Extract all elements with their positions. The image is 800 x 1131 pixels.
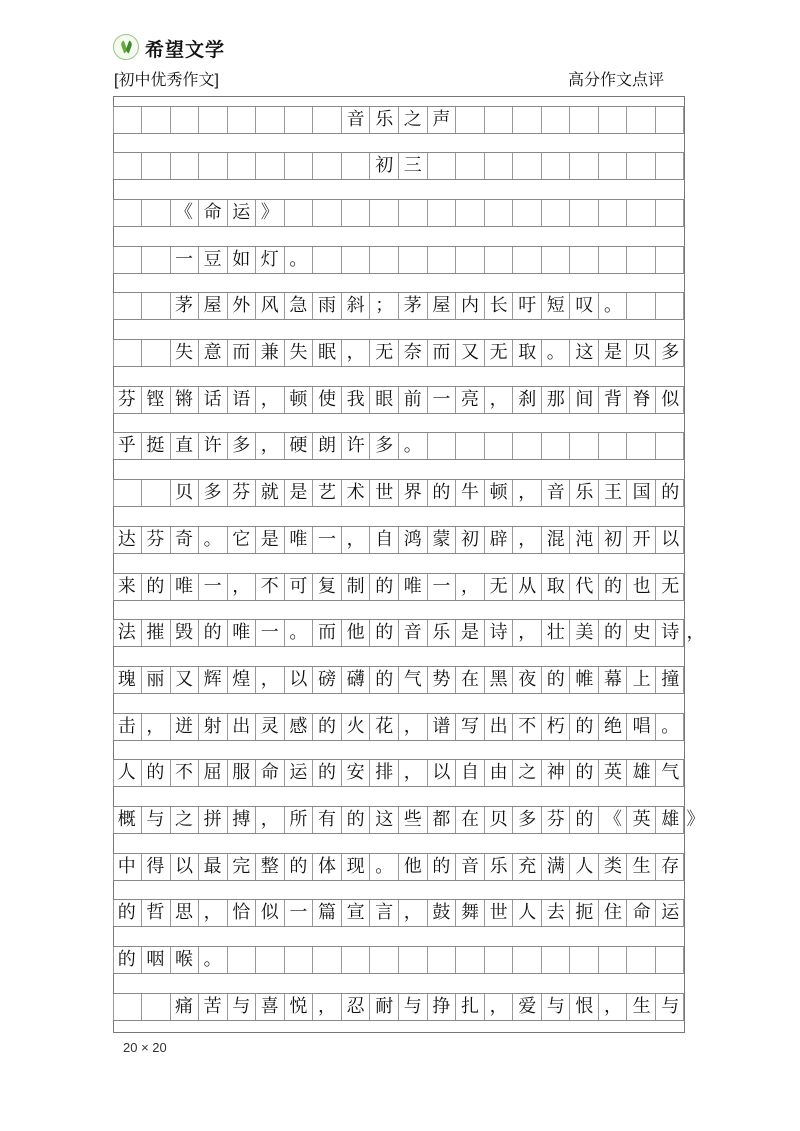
section-label: 高分作文点评 bbox=[567, 72, 664, 89]
grid-cell bbox=[341, 200, 370, 226]
grid-cell bbox=[113, 340, 142, 366]
grid-cell bbox=[255, 107, 284, 133]
grid-row bbox=[113, 292, 685, 320]
grid-row bbox=[113, 946, 685, 974]
row-text: 击，迸射出灵感的火花，谱写出不朽的绝唱。 bbox=[117, 715, 690, 737]
grid-cell bbox=[455, 153, 484, 179]
grid-cell bbox=[141, 293, 170, 319]
grid-cell bbox=[512, 433, 541, 459]
grid-cell bbox=[141, 200, 170, 226]
grid-cell bbox=[170, 107, 199, 133]
grid-row bbox=[113, 526, 690, 554]
grid-cell bbox=[455, 247, 484, 273]
grid-cell bbox=[113, 107, 142, 133]
grid-cell bbox=[255, 947, 284, 973]
grid-cell bbox=[512, 247, 541, 273]
grid-cell bbox=[284, 153, 313, 179]
grid-cell bbox=[541, 200, 570, 226]
grid-cell bbox=[113, 200, 142, 226]
grid-cell bbox=[484, 153, 513, 179]
grid-cell bbox=[141, 107, 170, 133]
grid-cell bbox=[398, 200, 427, 226]
grid-cell bbox=[312, 107, 341, 133]
grid-cell bbox=[341, 153, 370, 179]
row-text: 音乐之声 bbox=[346, 108, 461, 130]
row-text: 达芬奇。它是唯一，自鸿蒙初辟，混沌初开以 bbox=[117, 528, 690, 550]
grid-row bbox=[113, 432, 685, 460]
grid-cell bbox=[141, 247, 170, 273]
grid-cell bbox=[655, 200, 685, 226]
grid-cell bbox=[398, 247, 427, 273]
grid-cell bbox=[569, 107, 598, 133]
grid-cell bbox=[598, 947, 627, 973]
grid-row bbox=[113, 806, 705, 834]
grid-cell bbox=[198, 107, 227, 133]
grid-cell bbox=[341, 247, 370, 273]
row-text: 初三 bbox=[375, 155, 433, 177]
grid-cell bbox=[141, 153, 170, 179]
grid-row bbox=[113, 386, 690, 414]
grid-row bbox=[113, 899, 690, 927]
grid-cell bbox=[626, 433, 655, 459]
brand-logo-icon bbox=[113, 34, 139, 60]
grid-cell bbox=[312, 947, 341, 973]
grid-cell bbox=[512, 153, 541, 179]
grid-cell bbox=[569, 433, 598, 459]
grid-cell bbox=[398, 947, 427, 973]
grid-cell bbox=[655, 433, 685, 459]
grid-cell bbox=[598, 107, 627, 133]
grid-cell bbox=[626, 107, 655, 133]
grid-cell bbox=[655, 107, 685, 133]
grid-cell bbox=[484, 107, 513, 133]
grid-cell bbox=[113, 247, 142, 273]
category-label: [初中优秀作文] bbox=[114, 72, 219, 89]
grid-cell bbox=[512, 107, 541, 133]
grid-row bbox=[113, 853, 690, 881]
grid-cell bbox=[113, 153, 142, 179]
grid-cell bbox=[569, 200, 598, 226]
grid-cell bbox=[312, 153, 341, 179]
row-text: 法摧毁的唯一。而他的音乐是诗，壮美的史诗 bbox=[117, 622, 690, 644]
row-text: 瑰丽又辉煌，以磅礴的气势在黑夜的帷幕上撞 bbox=[117, 668, 690, 690]
grid-cell bbox=[113, 293, 142, 319]
grid-row bbox=[113, 479, 690, 507]
grid-row bbox=[113, 759, 690, 787]
grid-cell bbox=[484, 200, 513, 226]
grid-cell bbox=[655, 247, 685, 273]
grid-cell bbox=[541, 153, 570, 179]
grid-cell bbox=[569, 947, 598, 973]
grid-cell bbox=[541, 247, 570, 273]
grid-cell bbox=[141, 994, 170, 1020]
grid-row bbox=[113, 713, 690, 741]
grid-row bbox=[113, 199, 685, 227]
grid-cell bbox=[484, 433, 513, 459]
grid-cell bbox=[541, 107, 570, 133]
grid-row bbox=[113, 573, 690, 601]
grid-cell bbox=[598, 153, 627, 179]
grid-cell bbox=[626, 247, 655, 273]
grid-cell bbox=[626, 153, 655, 179]
row-text: 一豆如灯。 bbox=[175, 248, 318, 270]
grid-cell bbox=[427, 200, 456, 226]
grid-cell bbox=[170, 153, 199, 179]
grid-cell bbox=[655, 293, 685, 319]
grid-cell bbox=[113, 994, 142, 1020]
grid-cell bbox=[141, 340, 170, 366]
grid-cell bbox=[455, 200, 484, 226]
grid-cell bbox=[427, 247, 456, 273]
grid-cell bbox=[455, 433, 484, 459]
row-text: 来的唯一，不可复制的唯一，无从取代的也无 bbox=[117, 575, 690, 597]
grid-row bbox=[113, 666, 690, 694]
grid-size-label: 20 × 20 bbox=[123, 1040, 167, 1055]
essay-grid-sheet bbox=[113, 96, 705, 1033]
grid-cell bbox=[455, 947, 484, 973]
grid-row bbox=[113, 246, 685, 274]
brand-name: 希望文学 bbox=[145, 39, 226, 61]
overflow-punctuation: ， bbox=[686, 622, 705, 644]
grid-cell bbox=[655, 153, 685, 179]
grid-cell bbox=[598, 200, 627, 226]
grid-cell bbox=[227, 107, 256, 133]
grid-cell bbox=[655, 947, 685, 973]
grid-cell bbox=[284, 947, 313, 973]
grid-cell bbox=[141, 480, 170, 506]
grid-cell bbox=[598, 247, 627, 273]
grid-cell bbox=[427, 947, 456, 973]
row-text: 痛苦与喜悦，忍耐与挣扎，爱与恨，生与 bbox=[175, 995, 690, 1017]
grid-row bbox=[113, 619, 705, 647]
overflow-punctuation: 》 bbox=[686, 809, 705, 830]
grid-cell bbox=[541, 947, 570, 973]
grid-cell bbox=[484, 947, 513, 973]
grid-cell bbox=[512, 200, 541, 226]
grid-cell bbox=[113, 480, 142, 506]
grid-cell bbox=[569, 153, 598, 179]
grid-cell bbox=[341, 947, 370, 973]
grid-cell bbox=[626, 947, 655, 973]
grid-cell bbox=[484, 247, 513, 273]
grid-cell bbox=[369, 247, 398, 273]
grid-row bbox=[113, 152, 685, 180]
row-text: 乎挺直许多，硬朗许多。 bbox=[117, 435, 433, 457]
grid-cell bbox=[312, 200, 341, 226]
row-text: 中得以最完整的体现。他的音乐充满人类生存 bbox=[117, 855, 690, 877]
grid-row bbox=[113, 339, 690, 367]
grid-cell bbox=[369, 200, 398, 226]
grid-row bbox=[113, 106, 685, 134]
row-text: 失意而兼失眠，无奈而又无取。这是贝多 bbox=[175, 342, 690, 363]
row-text: 茅屋外风急雨斜；茅屋内长吁短叹。 bbox=[175, 295, 633, 317]
row-text: 《命运》 bbox=[175, 201, 290, 223]
grid-cell bbox=[541, 433, 570, 459]
row-text: 概与之拼搏，所有的这些都在贝多芬的《英雄 bbox=[117, 809, 690, 830]
grid-cell bbox=[198, 153, 227, 179]
row-text: 芬铿锵话语，顿使我眼前一亮，刹那间背脊似 bbox=[117, 388, 690, 410]
grid-cell bbox=[512, 947, 541, 973]
grid-cell bbox=[284, 107, 313, 133]
grid-cell bbox=[569, 247, 598, 273]
grid-cell bbox=[598, 433, 627, 459]
grid-row bbox=[113, 993, 690, 1021]
grid-cell bbox=[227, 153, 256, 179]
row-text: 的咽喉。 bbox=[117, 949, 233, 971]
row-text: 的哲思，恰似一篇宣言，鼓舞世人去扼住命运 bbox=[117, 902, 690, 924]
grid-cell bbox=[255, 153, 284, 179]
row-text: 人的不屈服命运的安排，以自由之神的英雄气 bbox=[117, 762, 690, 784]
grid-cell bbox=[626, 200, 655, 226]
grid-cell bbox=[369, 947, 398, 973]
row-text: 贝多芬就是艺术世界的牛顿，音乐王国的 bbox=[175, 482, 690, 504]
